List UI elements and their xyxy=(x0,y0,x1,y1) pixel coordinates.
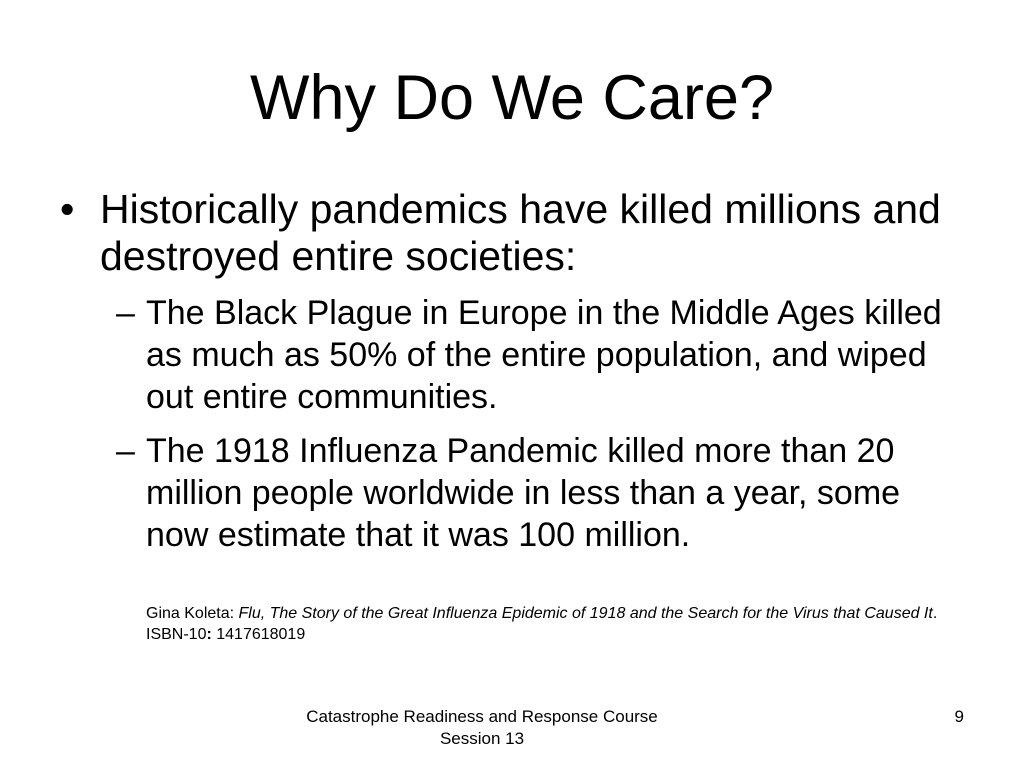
citation-book-title: Flu, The Story of the Great Influenza Epidemic of 1918 and the Search for the Virus that Caused It xyxy=(238,605,933,622)
citation-isbn-label: . ISBN-10 xyxy=(146,605,938,643)
bullet-marker: • xyxy=(60,186,75,232)
citation-isbn-separator: : xyxy=(206,626,212,643)
citation xyxy=(146,603,966,645)
main-bullet xyxy=(60,186,960,280)
slide-title: Why Do We Care? xyxy=(250,63,774,133)
sub-bullet-black-plague xyxy=(116,292,966,418)
page-number: 9 xyxy=(954,707,964,726)
main-bullet-text: Historically pandemics have killed millions and destroyed entire societies: xyxy=(100,186,941,279)
sub-bullet-text: The Black Plague in Europe in the Middle Ages killed as much as 50% of the entire population, and wiped out entire communities. xyxy=(146,294,942,416)
citation-isbn-value: 1417618019 xyxy=(211,626,306,643)
citation-author: Gina Koleta: xyxy=(146,605,239,622)
sub-bullet-1918-influenza xyxy=(116,430,966,556)
sub-bullet-text: The 1918 Influenza Pandemic killed more than 20 million people worldwide in less than a year, some now estimate that it was 100 million. xyxy=(146,432,901,554)
sub-bullet-marker: – xyxy=(116,294,135,332)
footer-session: Session 13 xyxy=(439,729,525,748)
footer-course-name: Catastrophe Readiness and Response Course xyxy=(306,707,658,726)
footer xyxy=(0,706,964,750)
sub-bullet-marker: – xyxy=(116,432,135,470)
